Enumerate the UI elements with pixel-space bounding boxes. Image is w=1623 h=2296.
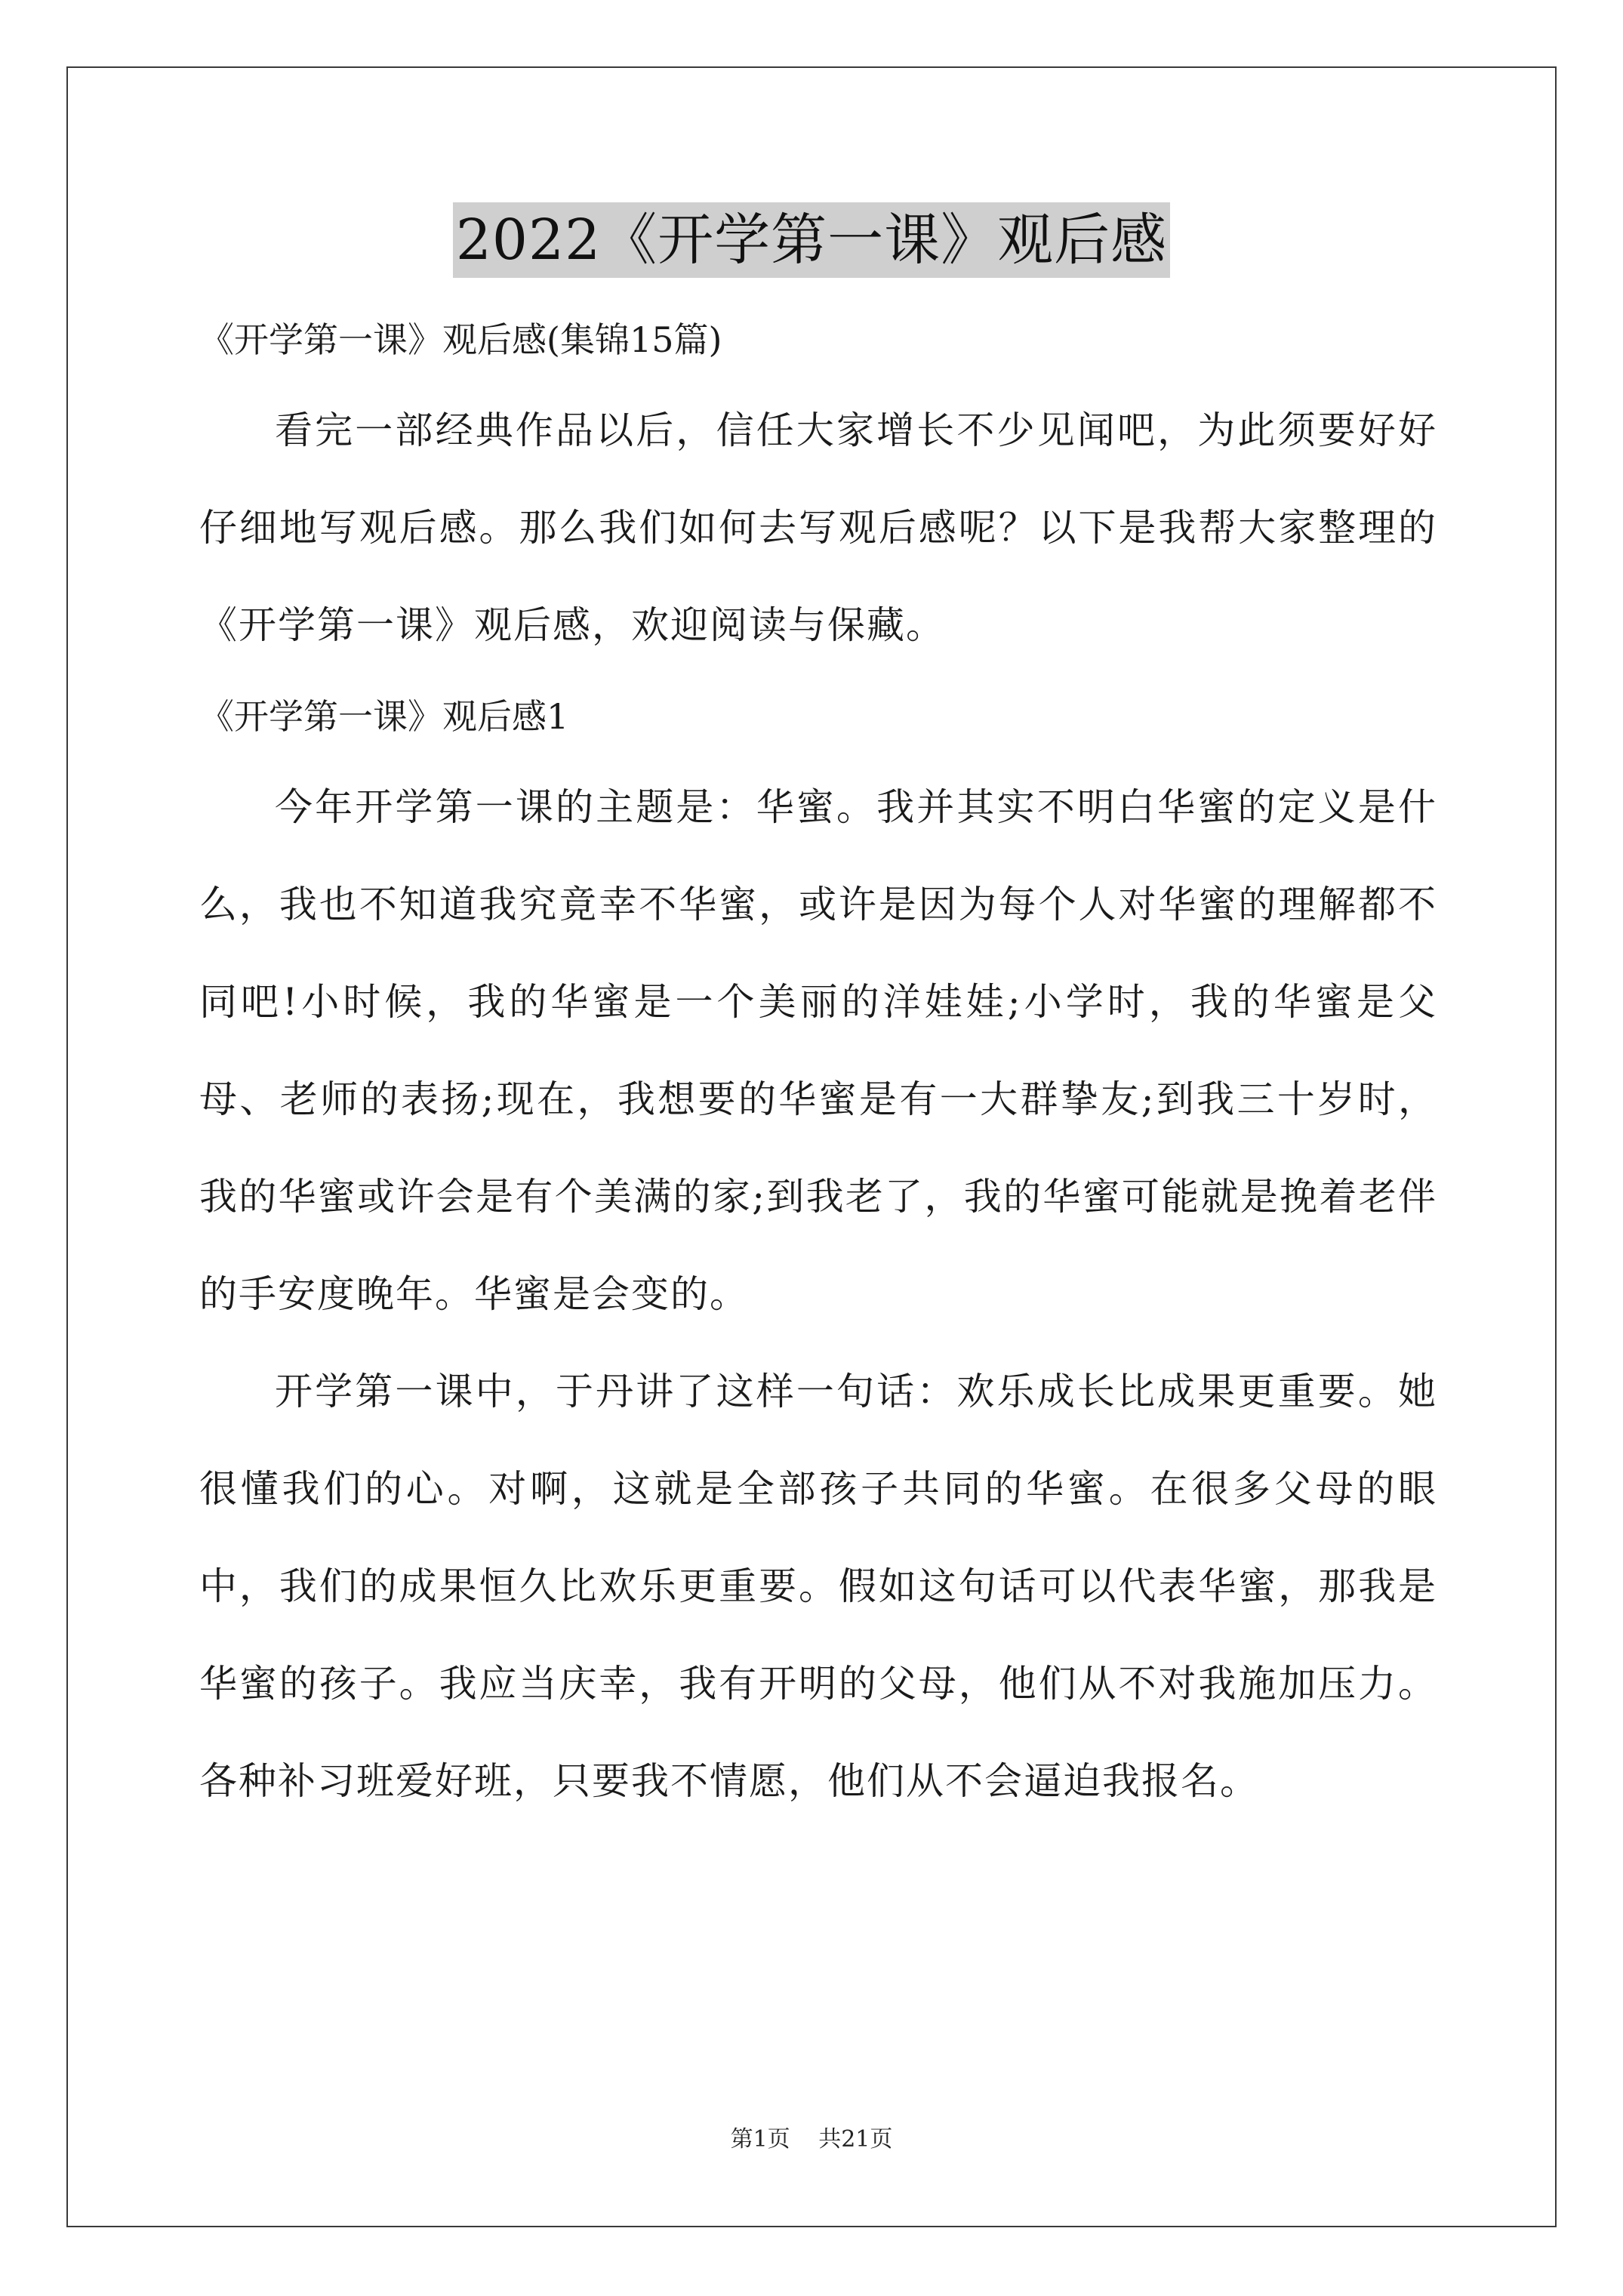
body-paragraph: 开学第一课中，于丹讲了这样一句话：欢乐成长比成果更重要。她很懂我们的心。对啊，这就是全部孩子共同的华蜜。在很多父母的眼中，我们的成果恒久比欢乐更重要。假如这句话可以代表华蜜，那我是华蜜的孩子。我应当庆幸，我有开明的父母，他们从不对我施加压力。各种补习班爱好班，只要我不情愿，他们从不会逼迫我报名。	[199, 1370, 1437, 1803]
title-container	[0, 202, 1623, 278]
document-body	[199, 302, 1437, 1830]
document-subtitle: 《开学第一课》观后感(集锦15篇)	[199, 319, 722, 360]
intro-paragraph: 看完一部经典作品以后，信任大家增长不少见闻吧，为此须要好好仔细地写观后感。那么我们如何去写观后感呢？以下是我帮大家整理的《开学第一课》观后感，欢迎阅读与保藏。	[199, 408, 1437, 647]
document-title: 2022《开学第一课》观后感	[453, 202, 1170, 278]
body-paragraph: 今年开学第一课的主题是：华蜜。我并其实不明白华蜜的定义是什么，我也不知道我究竟幸不华蜜，或许是因为每个人对华蜜的理解都不同吧!小时候，我的华蜜是一个美丽的洋娃娃;小学时，我的华蜜是父母、老师的表扬;现在，我想要的华蜜是有一大群挚友;到我三十岁时，我的华蜜或许会是有个美满的家;到我老了，我的华蜜可能就是挽着老伴的手安度晚年。华蜜是会变的。	[199, 785, 1437, 1316]
section-heading: 《开学第一课》观后感1	[199, 696, 569, 737]
page-footer	[0, 2120, 1623, 2153]
current-page-number: 第1页	[730, 2126, 790, 2153]
total-pages: 共21页	[818, 2126, 893, 2153]
